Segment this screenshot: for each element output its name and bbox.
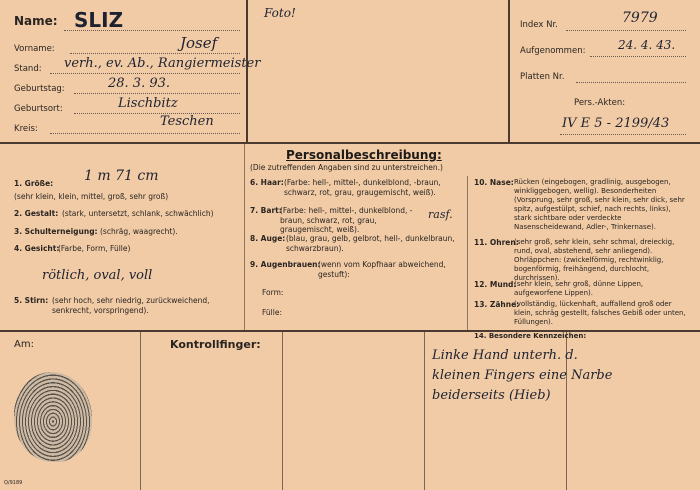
am-label: Am: [14, 339, 34, 350]
aufgenommen-label: Aufgenommen: [520, 46, 586, 56]
divider-col1 [244, 144, 245, 330]
index-line [566, 30, 686, 31]
bart-label: 7. Bart: [250, 206, 282, 215]
divider-photo-right [508, 0, 510, 142]
bart-options: (Farbe: hell-, mittel-, dunkelblond, -braun, schwarz, rot, grau, graugemischt, weiß). [280, 206, 413, 235]
divider-f3 [424, 332, 425, 490]
nase-options: Rücken (eingebogen, gradlinig, ausgebogen, winkliggebogen, wellig). Besonderheiten (Vorsprung, sehr groß, sehr klein, sehr dick, sehr spitz, aufgestülpt, schief, nach rechts, links), stark sichtbare oder verdeckte Nasenscheidewand, Adler-, Trinkernase). [514, 178, 685, 231]
akten-line [560, 134, 686, 135]
zaehne-label: 13. Zähne: [474, 300, 520, 309]
beschreibung-title: Personalbeschreibung: [286, 148, 442, 162]
stirn-label: 5. Stirn: [14, 296, 49, 305]
groesse-options: (sehr klein, klein, mittel, groß, sehr groß) [14, 192, 169, 201]
auge-options: (blau, grau, gelb, gelbrot, hell-, dunkelbraun, schwarzbraun). [286, 234, 455, 253]
geburtstag-value: 28. 3. 93. [108, 76, 171, 91]
aufgenommen-line [590, 56, 686, 57]
schulter-options: (schräg, waagrecht). [100, 227, 178, 236]
brauen-options: (wenn vom Kopfhaar abweichend, gestuft): [318, 260, 446, 279]
index-label: Index Nr. [520, 20, 558, 30]
vorname-line [70, 53, 240, 54]
ohren-options: (sehr groß, sehr klein, sehr schmal, dreieckig, rund, oval, abstehend, sehr anliegend). Ohrläppchen: (zwickelförmig, rechtwinklig, bogenförmig, freihängend, durchlocht, durchrissen). [514, 238, 675, 282]
geburtstag-line [74, 93, 240, 94]
mund-label: 12. Mund: [474, 280, 517, 289]
akten-value: IV E 5 - 2199/43 [562, 116, 670, 131]
geburtsort-label: Geburtsort: [14, 104, 63, 114]
note-line-3: beiderseits (Hieb) [432, 388, 551, 403]
haar-label: 6. Haar: [250, 178, 284, 187]
form-code: Q/9189 [4, 480, 23, 486]
divider-f2 [282, 332, 283, 490]
kreis-label: Kreis: [14, 124, 38, 134]
kennzeichen-label: 14. Besondere Kennzeichen: [474, 332, 587, 340]
note-line-1: Linke Hand unterh. d. [432, 348, 578, 363]
form-label: Form: [262, 288, 284, 297]
vorname-label: Vorname: [14, 44, 55, 54]
haar-options: (Farbe: hell-, mittel-, dunkelblond, -braun, schwarz, rot, grau, graugemischt, weiß). [284, 178, 441, 197]
name-line [64, 30, 240, 31]
groesse-label: 1. Größe: [14, 179, 54, 188]
platten-line [576, 82, 686, 83]
stand-label: Stand: [14, 64, 42, 74]
divider-top [0, 142, 700, 144]
platten-label: Platten Nr. [520, 72, 565, 82]
fingerprint [14, 372, 92, 462]
mund-options: (sehr klein, sehr groß, dünne Lippen, aufgeworfene Lippen). [514, 280, 644, 297]
akten-label: Pers.-Akten: [574, 98, 626, 108]
name-value: SLIZ [74, 8, 124, 32]
geburtsort-line [74, 113, 240, 114]
aufgenommen-value: 24. 4. 43. [618, 38, 676, 52]
photo-label: Foto! [264, 6, 296, 20]
gesicht-label: 4. Gesicht: [14, 244, 60, 253]
geburtsort-value: Lischbitz [118, 96, 178, 111]
note-line-2: kleinen Fingers eine Narbe [432, 368, 613, 383]
groesse-value: 1 m 71 cm [84, 168, 159, 184]
geburtstag-label: Geburtstag: [14, 84, 65, 94]
divider-col2 [467, 176, 468, 330]
gesicht-options: (Farbe, Form, Fülle) [58, 244, 131, 253]
zaehne-options: (vollständig, lückenhaft, auffallend groß oder klein, schräg gestellt, falsches Gebiß oder unten, Füllungen). [514, 300, 686, 326]
fuelle-label: Fülle: [262, 308, 282, 317]
stand-value: verh., ev. Ab., Rangiermeister [64, 56, 261, 71]
divider-f1 [140, 332, 141, 490]
brauen-label: 9. Augenbrauen: [250, 260, 321, 269]
kontrollfinger-label: Kontrollfinger: [170, 338, 261, 351]
gestalt-label: 2. Gestalt: [14, 209, 59, 218]
index-value: 7979 [622, 10, 658, 26]
stand-line [50, 73, 240, 74]
ohren-label: 11. Ohren: [474, 238, 519, 247]
gestalt-options: (stark, untersetzt, schlank, schwächlich) [62, 209, 214, 218]
name-label: Name: [14, 14, 58, 28]
divider-middle [0, 330, 700, 332]
schulter-label: 3. Schulterneigung: [14, 227, 98, 236]
divider-photo-left [246, 0, 248, 142]
auge-label: 8. Auge: [250, 234, 286, 243]
nase-label: 10. Nase: [474, 178, 514, 187]
kreis-line [50, 133, 240, 134]
gesicht-hand: rötlich, oval, voll [42, 268, 153, 283]
vorname-value: Josef [180, 34, 218, 52]
kreis-value: Teschen [160, 114, 214, 129]
bart-hand: rasf. [428, 208, 453, 221]
stirn-options: (sehr hoch, sehr niedrig, zurückweichend, senkrecht, vorspringend). [52, 296, 210, 315]
beschreibung-subtitle: (Die zutreffenden Angaben sind zu unterstreichen.) [250, 163, 443, 172]
